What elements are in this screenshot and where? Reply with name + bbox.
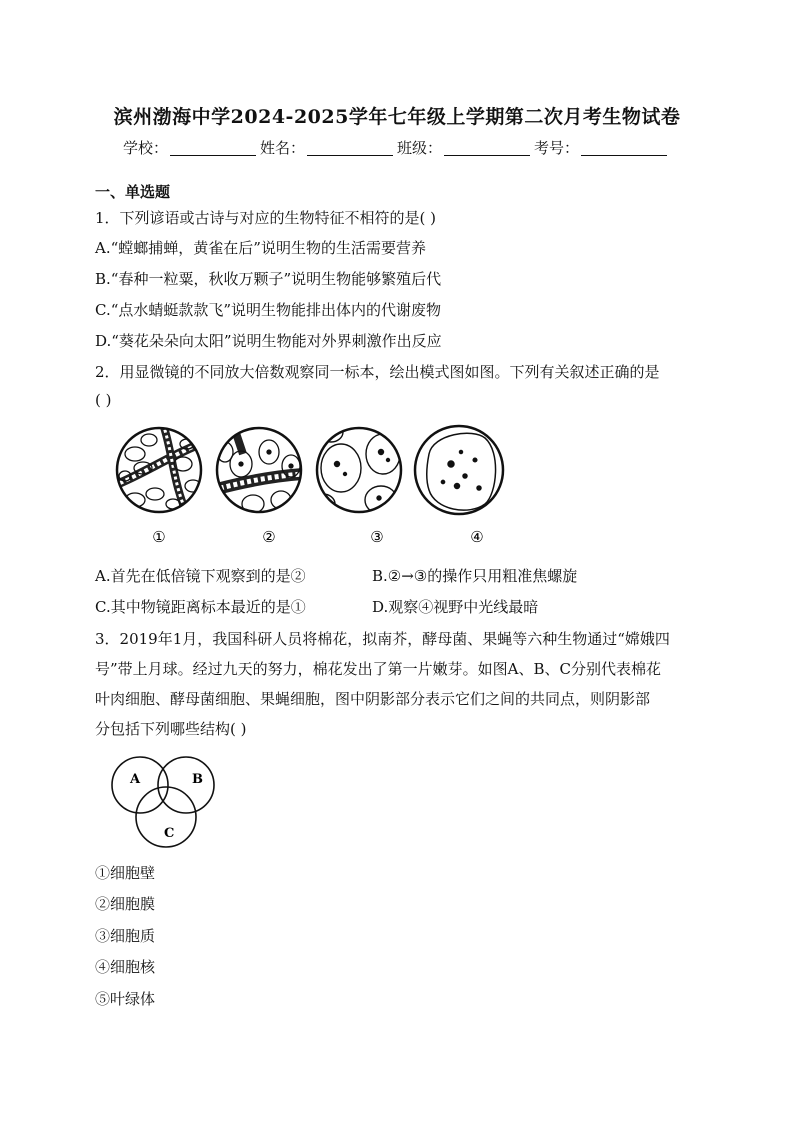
q3-stem-line4: 分包括下列哪些结构( ) [95, 720, 247, 738]
q2-stem-line1: 2．用显微镜的不同放大倍数观察同一标本，绘出模式图如图。下列有关叙述正确的是 [95, 363, 660, 381]
q3-stem-line2: 号”带上月球。经过九天的努力，棉花发出了第一片嫩芽。如图A、B、C分别代表棉花 [95, 660, 662, 678]
q3-item-2[interactable]: ②细胞膜 [95, 895, 156, 913]
student-info-row [123, 137, 671, 158]
venn-label-b: B [192, 772, 203, 787]
figure-label-4: ④ [470, 528, 484, 546]
q2-option-b[interactable]: B.②→③的操作只用粗准焦螺旋 [372, 567, 578, 585]
q1-option-b[interactable]: B.“春种一粒粟，秋收万颗子”说明生物能够繁殖后代 [95, 270, 442, 288]
venn-label-c: C [164, 826, 175, 841]
q3-item-4[interactable]: ④细胞核 [95, 958, 156, 976]
figure-label-3: ③ [370, 528, 384, 546]
microscope-figure [113, 424, 513, 552]
figure-label-2: ② [262, 528, 276, 546]
q3-stem-line1: 3．2019年1月，我国科研人员将棉花，拟南芥，酵母菌、果蝇等六种生物通过“嫦娥四 [95, 630, 670, 648]
q2-option-c[interactable]: C.其中物镜距离标本最近的是① [95, 598, 306, 616]
q1-option-c[interactable]: C.“点水蜻蜓款款飞”说明生物能排出体内的代谢废物 [95, 301, 442, 319]
figure-label-1: ① [152, 528, 166, 546]
q1-option-d[interactable]: D.“葵花朵朵向太阳”说明生物能对外界刺激作出反应 [95, 332, 442, 350]
name-blank[interactable] [307, 140, 393, 156]
school-label: 学校： [123, 139, 169, 157]
q3-item-1[interactable]: ①细胞壁 [95, 864, 156, 882]
q2-option-d[interactable]: D.观察④视野中光线最暗 [372, 598, 539, 616]
q3-item-5[interactable]: ⑤叶绿体 [95, 990, 156, 1008]
section-heading: 一、单选题 [95, 183, 171, 201]
venn-label-a: A [130, 772, 141, 787]
q2-stem-line2: ( ) [95, 391, 112, 409]
q1-stem: 1．下列谚语或古诗与对应的生物特征不相符的是( ) [95, 209, 437, 227]
school-blank[interactable] [170, 140, 256, 156]
q3-stem-line3: 叶肉细胞、酵母菌细胞、果蝇细胞，图中阴影部分表示它们之间的共同点，则阴影部 [95, 690, 651, 708]
exam-title: 滨州渤海中学2024-2025学年七年级上学期第二次月考生物试卷 [113, 106, 681, 128]
q1-option-a[interactable]: A.“螳螂捕蝉，黄雀在后”说明生物的生活需要营养 [95, 239, 426, 257]
microscope-field-1 [113, 424, 205, 516]
class-label: 班级： [397, 139, 443, 157]
class-blank[interactable] [444, 140, 530, 156]
venn-circle-b [158, 757, 214, 813]
q2-option-a[interactable]: A.首先在低倍镜下观察到的是② [95, 567, 306, 585]
q3-item-3[interactable]: ③细胞质 [95, 927, 156, 945]
number-label: 考号： [534, 139, 580, 157]
name-label: 姓名： [260, 139, 306, 157]
microscope-field-3 [311, 424, 401, 514]
microscope-field-4 [415, 426, 503, 514]
microscope-field-2 [213, 424, 303, 513]
number-blank[interactable] [581, 140, 667, 156]
venn-diagram [108, 755, 228, 850]
